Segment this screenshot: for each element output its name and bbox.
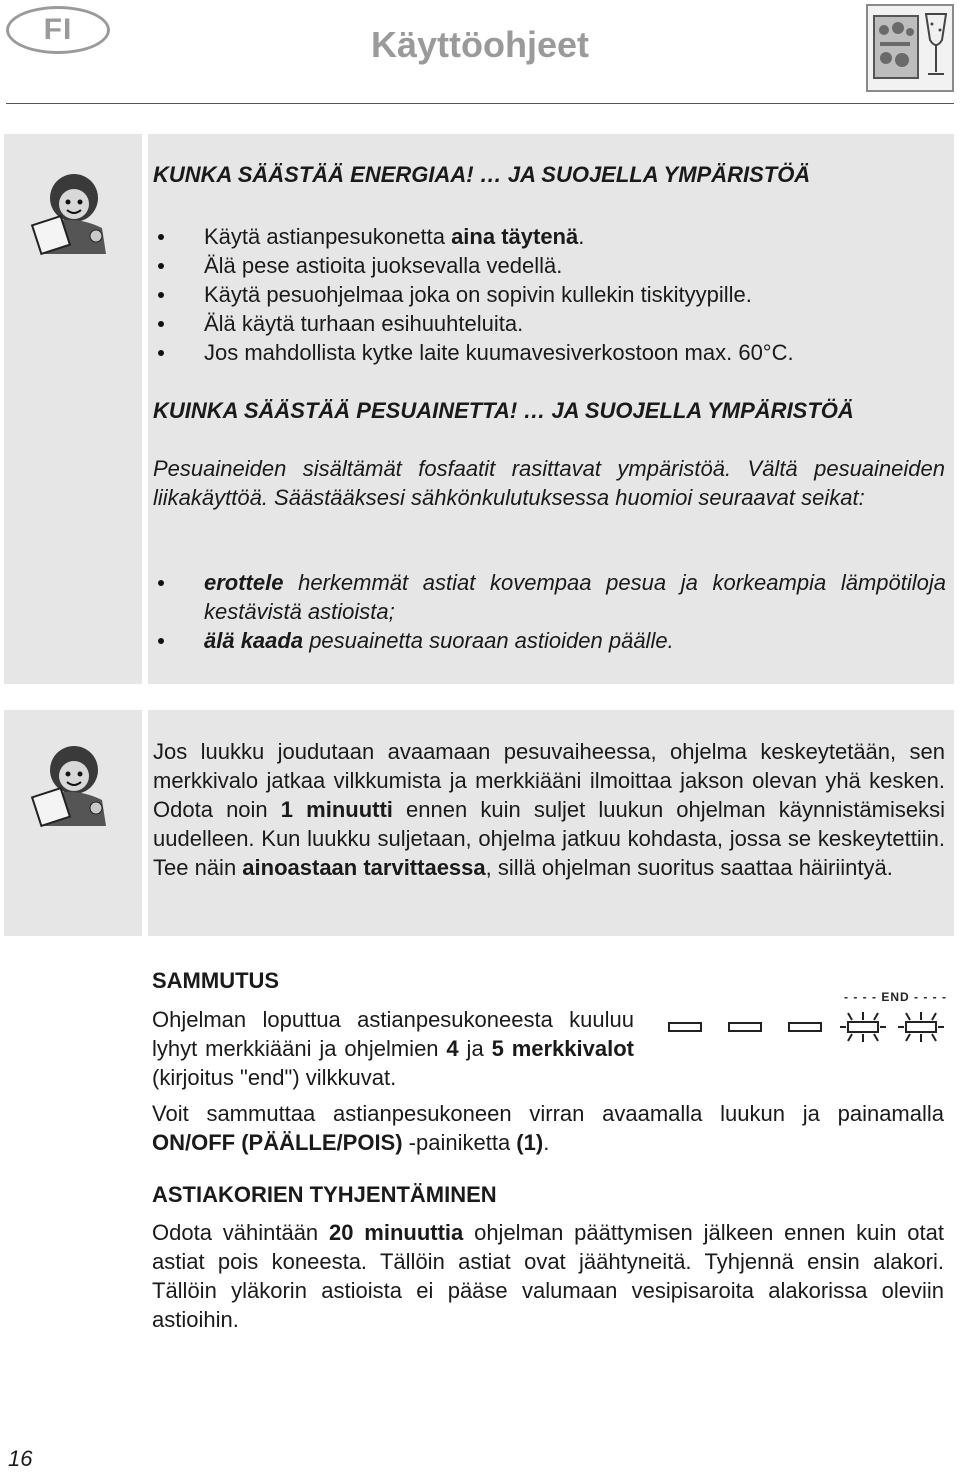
panel-gutter (142, 134, 148, 684)
indicator-lamp (728, 1022, 762, 1032)
shutdown-power-paragraph: Voit sammuttaa astianpesukoneen virran avaamalla luukun ja painamalla ON/OFF (PÄÄLLE/POIS) -painiketta (1). (152, 1101, 944, 1155)
energy-tips-list (156, 222, 926, 367)
blinking-lamps-icon (838, 1010, 948, 1044)
door-note-panel (4, 710, 954, 936)
detergent-heading: KUINKA SÄÄSTÄÄ PESUAINETTA! … JA SUOJELLA YMPÄRISTÖÄ (153, 398, 854, 423)
mascot-icon (30, 736, 114, 832)
shutdown-paragraph: Ohjelman loputtua astianpesukoneesta kuuluu lyhyt merkkiääni ja ohjelmien 4 ja 5 merkkivalot (kirjoitus "end") vilkkuvat. (152, 1007, 634, 1090)
page-title: Käyttöohjeet (370, 24, 590, 65)
list-item: Älä käytä turhaan esihuuhteluita. (156, 309, 926, 338)
list-item: Käytä pesuohjelmaa joka on sopivin kullekin tiskityypille. (156, 280, 926, 309)
list-item: Käytä astianpesukonetta aina täytenä. (156, 222, 926, 251)
dishwasher-wineglass-logo-icon (866, 4, 954, 92)
energy-heading: KUNKA SÄÄSTÄÄ ENERGIAA! … JA SUOJELLA YMPÄRISTÖÄ (153, 162, 811, 187)
unload-heading: ASTIAKORIEN TYHJENTÄMINEN (152, 1182, 497, 1207)
list-item: älä kaada pesuainetta suoraan astioiden päälle. (156, 626, 946, 655)
shutdown-heading: SAMMUTUS (152, 968, 280, 993)
indicator-lamp (668, 1022, 702, 1032)
list-item: erottele herkemmät astiat kovempaa pesua ja korkeampia lämpötiloja kestävistä astioista; (156, 568, 946, 626)
end-indicator-label: - - - - END - - - - (844, 990, 947, 1004)
unload-paragraph: Odota vähintään 20 minuuttia ohjelman päättymisen jälkeen ennen kuin otat astiat pois koneesta. Tällöin astiat ovat jäähtyneitä. Tyhjennä ensin alakori. Tällöin yläkorin astioista ei pääse valumaan vesipisaroita alakorissa oleviin astioihin. (152, 1220, 944, 1332)
list-item: Jos mahdollista kytke laite kuumavesiverkostoon max. 60°C. (156, 338, 926, 367)
detergent-tips-list (156, 568, 946, 655)
panel-gutter (142, 710, 148, 936)
indicator-lamp (788, 1022, 822, 1032)
list-item: Älä pese astioita juoksevalla vedellä. (156, 251, 926, 280)
detergent-paragraph: Pesuaineiden sisältämät fosfaatit rasittavat ympäristöä. Vältä pesuaineiden liikakäyttöä. Säästääksesi sähkönkulutuksessa huomioi seuraavat seikat: (153, 456, 945, 510)
door-note-text: Jos luukku joudutaan avaamaan pesuvaiheessa, ohjelma keskeytetään, sen merkkivalo jatkaa vilkkumista ja merkkiääni ilmoittaa jakson olevan yhä kesken. Odota noin 1 minuutti ennen kuin suljet luukun ohjelman käynnistämiseksi uudelleen. Kun luukku suljetaan, ohjelma jatkuu kohdasta, jossa se keskeytettiin. Tee näin ainoastaan tarvittaessa, sillä ohjelman suoritus saattaa häiriintyä. (153, 739, 945, 880)
page-number: 16 (8, 1446, 33, 1471)
energy-saving-panel (4, 134, 954, 684)
mascot-icon (30, 164, 114, 260)
header-rule (6, 103, 954, 104)
language-badge: FI (6, 6, 110, 54)
